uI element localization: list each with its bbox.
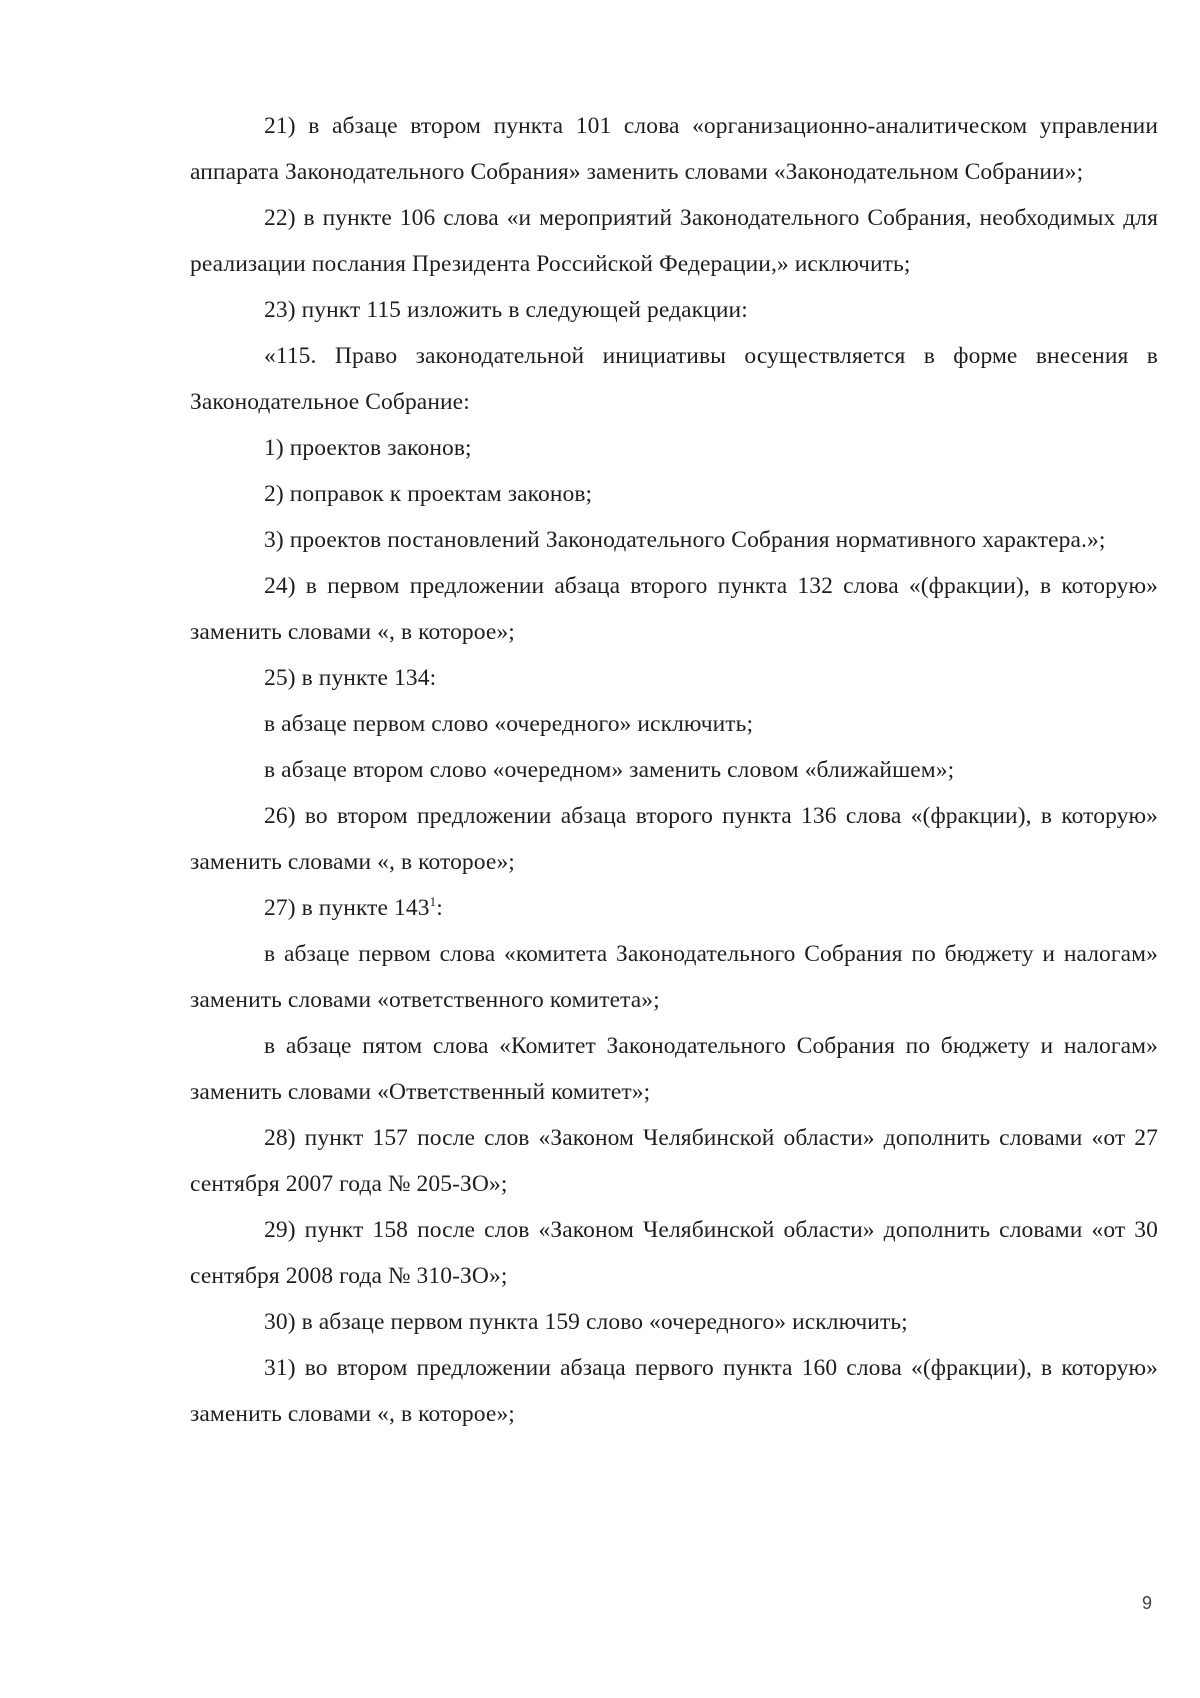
paragraph-item-27-b: в абзаце пятом слова «Комитет Законодательного Собрания по бюджету и налогам» заменить словами «Ответственный комитет»; [190, 1033, 1158, 1105]
paragraph-item-23: 23) пункт 115 изложить в следующей редакции: [264, 297, 748, 323]
paragraph-item-30: 30) в абзаце первом пункта 159 слово «очередного» исключить; [264, 1309, 908, 1335]
paragraph-item-27-a: в абзаце первом слова «комитета Законодательного Собрания по бюджету и налогам» заменить словами «ответственного комитета»; [190, 941, 1158, 1013]
paragraph-item-22: 22) в пункте 106 слова «и мероприятий Законодательного Собрания, необходимых для реализации послания Президента Российской Федерации,» исключить; [190, 205, 1158, 277]
paragraph-item-21: 21) в абзаце втором пункта 101 слова «организационно-аналитическом управлении аппарата Законодательного Собрания» заменить словами «Законодательном Собрании»; [190, 113, 1158, 185]
paragraph-subitem-1: 1) проектов законов; [264, 435, 472, 461]
paragraph-quote-115: «115. Право законодательной инициативы осуществляется в форме внесения в Законодательное Собрание: [190, 343, 1158, 415]
paragraph-item-29: 29) пункт 158 после слов «Законом Челябинской области» дополнить словами «от 30 сентября 2008 года № 310-ЗО»; [190, 1217, 1158, 1289]
paragraph-item-25-b: в абзаце втором слово «очередном» заменить словом «ближайшем»; [264, 757, 955, 783]
page-number: 9 [1141, 1593, 1152, 1613]
paragraph-item-28: 28) пункт 157 после слов «Законом Челябинской области» дополнить словами «от 27 сентября 2007 года № 205-ЗО»; [190, 1125, 1158, 1197]
paragraph-item-31: 31) во втором предложении абзаца первого пункта 160 слова «(фракции), в которую» заменить словами «, в которое»; [190, 1355, 1158, 1427]
document-body [190, 103, 1158, 1437]
paragraph-item-27-colon: : [436, 895, 443, 921]
paragraph-item-25-a: в абзаце первом слово «очередного» исключить; [264, 711, 754, 737]
paragraph-subitem-3: 3) проектов постановлений Законодательного Собрания нормативного характера.»; [264, 527, 1106, 553]
superscript-mark: 1 [429, 894, 437, 910]
paragraph-item-27-text: 27) в пункте 143 [264, 895, 430, 921]
paragraph-subitem-2: 2) поправок к проектам законов; [264, 481, 593, 507]
paragraph-item-24: 24) в первом предложении абзаца второго пункта 132 слова «(фракции), в которую» заменить словами «, в которое»; [190, 573, 1158, 645]
paragraph-item-25: 25) в пункте 134: [264, 665, 437, 691]
paragraph-item-26: 26) во втором предложении абзаца второго пункта 136 слова «(фракции), в которую» заменить словами «, в которое»; [190, 803, 1158, 875]
paragraph-item-27 [190, 885, 1158, 931]
